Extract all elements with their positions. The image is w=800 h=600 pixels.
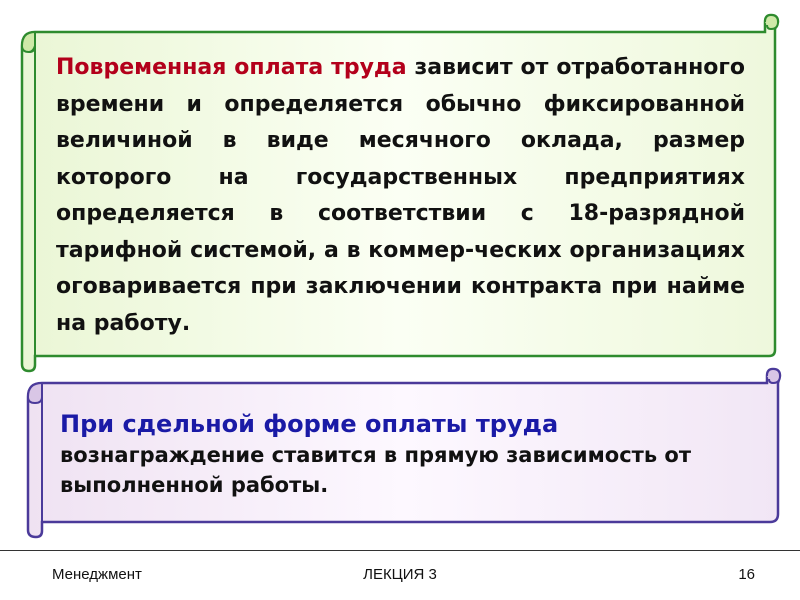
time-wage-description: зависит от отработанного времени и определяется обычно фиксированной величиной в виде месячного оклада, размер которого на государственных предприятиях определяется в соответствии с 18-разрядной тарифной системой, а в коммер-ческих организациях оговаривается при заключении контракта при найме на работу. xyxy=(56,55,745,336)
footer-course: Менеджмент xyxy=(52,566,142,583)
scroll2-text xyxy=(60,408,760,500)
time-wage-heading: Повременная оплата труда xyxy=(56,55,407,80)
footer-page-number: 16 xyxy=(738,566,755,583)
piece-wage-description: вознаграждение ставится в прямую зависимость от выполненной работы. xyxy=(60,443,692,497)
scroll1-text xyxy=(56,50,745,342)
footer-lecture: ЛЕКЦИЯ 3 xyxy=(363,566,437,583)
piece-wage-heading: При сдельной форме оплаты труда xyxy=(60,410,559,438)
footer-divider xyxy=(0,550,800,551)
